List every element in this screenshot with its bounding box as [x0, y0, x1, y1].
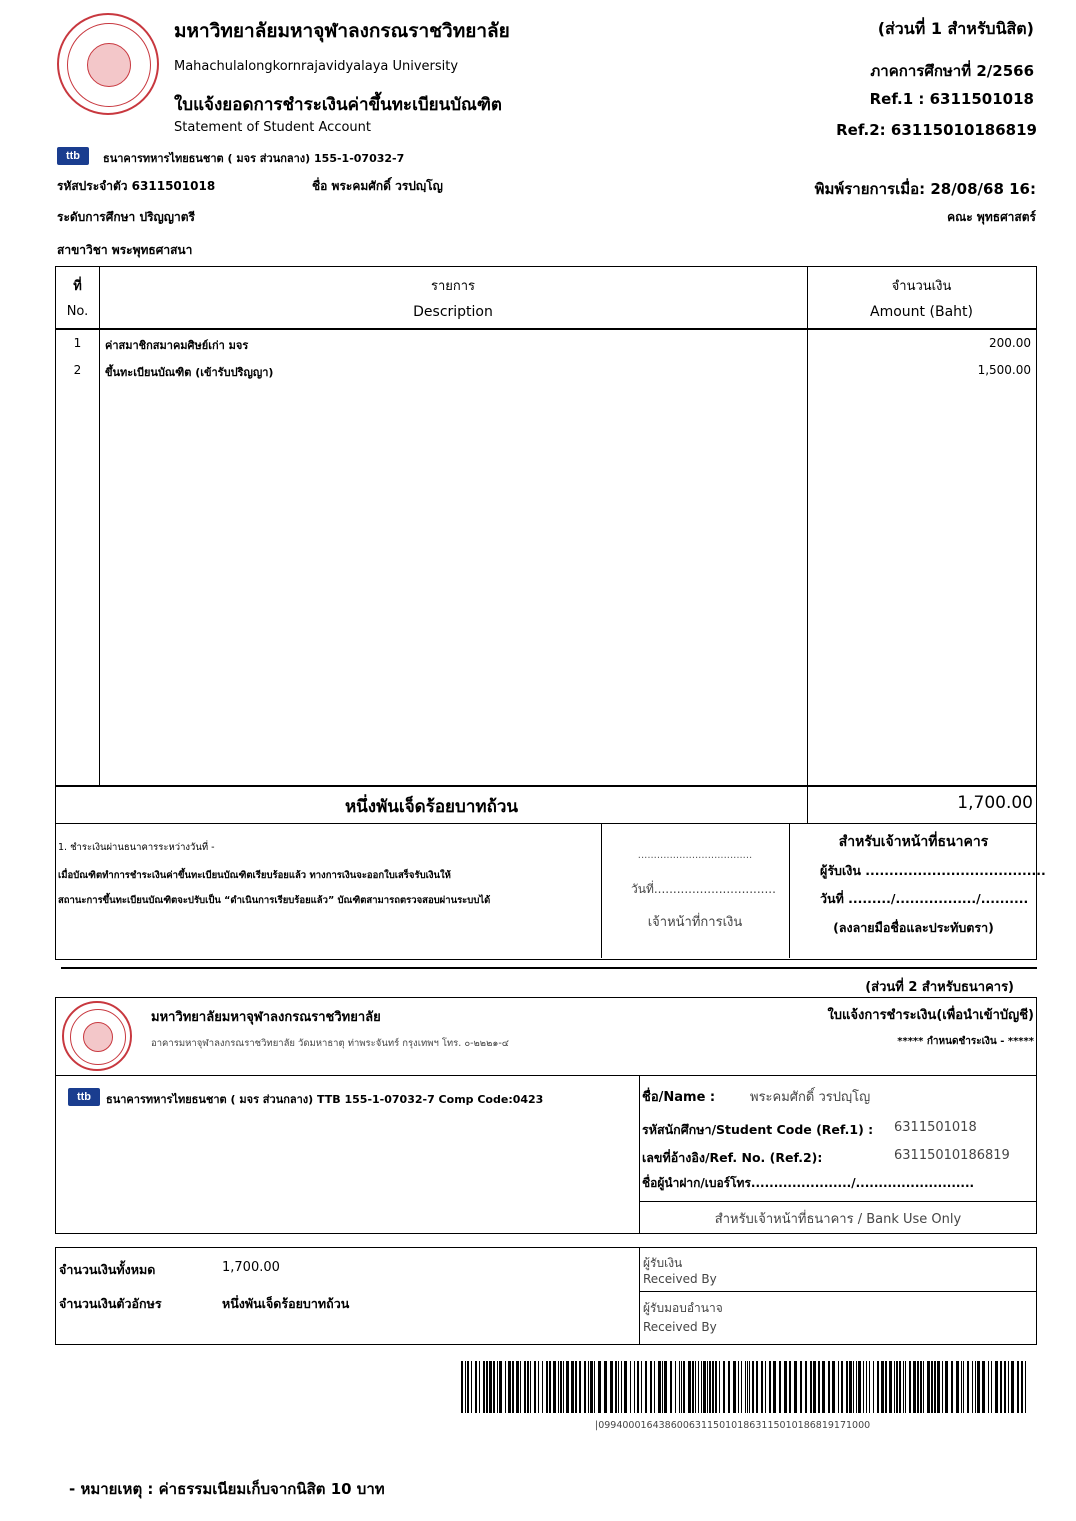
ref-no-label: เลขที่อ้างอิง/Ref. No. (Ref.2): — [642, 1150, 823, 1165]
part2-address: อาคารมหาจุฬาลงกรณราชวิทยาลัย วัดมหาธาตุ ท่าพระจันทร์ กรุงเทพฯ โทร. ๐-๒๒๒๑-๔ — [151, 1038, 509, 1049]
col-no-th: ที่ — [73, 279, 82, 294]
statement-title-th: ใบแจ้งยอดการชำระเงินค่าขึ้นทะเบียนบัณฑิต — [174, 95, 502, 115]
student-name: ชื่อ พระคมศักดิ์ วรปญฺโญ — [312, 179, 443, 193]
part1-label: (ส่วนที่ 1 สำหรับนิสิต) — [877, 19, 1034, 38]
due-date: ***** กำหนดชำระเงิน - ***** — [897, 1036, 1034, 1047]
major: สาขาวิชา พระพุทธศาสนา — [57, 243, 193, 257]
col-no-en: No. — [66, 304, 89, 319]
statement-title-en: Statement of Student Account — [174, 120, 371, 135]
total-amount: 1,700.00 — [957, 793, 1033, 813]
name-label: ชื่อ/Name : — [642, 1090, 716, 1105]
col-amount-en: Amount (Baht) — [870, 304, 973, 320]
row-amount: 1,500.00 — [977, 363, 1031, 377]
faculty: คณะ พุทธศาสตร์ — [947, 210, 1036, 224]
ttb-logo-icon: ttb — [68, 1088, 100, 1106]
words-label: จำนวนเงินตัวอักษร — [59, 1296, 162, 1311]
part2-label: (ส่วนที่ 2 สำหรับธนาคาร) — [865, 980, 1014, 995]
ref1: Ref.1 : 6311501018 — [869, 90, 1034, 108]
row-amount: 200.00 — [989, 336, 1031, 350]
student-id: รหัสประจำตัว 6311501018 — [57, 179, 216, 193]
col-desc-th: รายการ — [430, 279, 476, 294]
student-code-label: รหัสนักศึกษา/Student Code (Ref.1) : — [642, 1122, 874, 1137]
row-desc: ขึ้นทะเบียนบัณฑิต (เข้ารับปริญญา) — [105, 366, 274, 379]
col-amount-th: จำนวนเงิน — [891, 279, 952, 294]
remark: - หมายเหตุ : ค่าธรรมเนียมเก็บจากนิสิต 10 บาท — [69, 1480, 385, 1498]
university-seal-small-icon — [62, 1001, 132, 1071]
university-name-en: Mahachulalongkornrajavidyalaya University — [174, 59, 459, 74]
part2-bank-line: ธนาคารทหารไทยธนชาต ( มจร ส่วนกลาง) TTB 155-1-07032-7 Comp Code:0423 — [106, 1093, 544, 1106]
notes-box — [55, 824, 1046, 960]
education-level: ระดับการศึกษา ปริญญาตรี — [57, 210, 195, 224]
name-value: พระคมศักดิ์ วรปญฺโญ — [750, 1090, 871, 1105]
row-no: 1 — [73, 336, 82, 350]
printed-timestamp: พิมพ์รายการเมื่อ: 28/08/68 16: — [814, 180, 1036, 198]
separator-line — [61, 967, 1037, 969]
received-by-th: ผู้รับเงิน — [643, 1256, 683, 1270]
total-label: จำนวนเงินทั้งหมด — [59, 1262, 156, 1277]
row-desc: ค่าสมาชิกสมาคมศิษย์เก่า มจร — [105, 339, 249, 352]
finance-sign-line: .................................... — [637, 850, 753, 861]
bank-account-line: ธนาคารทหารไทยธนชาต ( มจร ส่วนกลาง) 155-1-07032-7 — [103, 152, 405, 165]
part2-header-box — [55, 997, 1037, 1075]
bank-use-only: สำหรับเจ้าหน้าที่ธนาคาร / Bank Use Only — [714, 1212, 962, 1227]
finance-date: วันที่................................ — [631, 882, 776, 896]
row-no: 2 — [73, 363, 82, 377]
part2-info-box — [55, 1075, 1037, 1234]
ref2: Ref.2: 63115010186819 — [836, 121, 1037, 139]
bank-date-line: วันที่ ........./................./.......... — [820, 891, 1029, 906]
ref-no-value: 63115010186819 — [894, 1148, 1010, 1163]
note-line-2: เมื่อบัณฑิตทำการชำระเงินค่าขึ้นทะเบียนบัณฑิตเรียบร้อยแล้ว ทางการเงินจะออกใบเสร็จรับเงินให้ — [58, 870, 451, 881]
finance-officer-label: เจ้าหน้าที่การเงิน — [647, 915, 743, 930]
items-table — [55, 266, 1037, 824]
authorized-th: ผู้รับมอบอำนาจ — [643, 1301, 723, 1315]
received-by-en: Received By — [643, 1272, 717, 1286]
depositor-line: ชื่อผู้นำฝาก/เบอร์โทร....................../.......................... — [642, 1176, 975, 1190]
barcode-icon — [461, 1361, 1026, 1413]
words-value: หนึ่งพันเจ็ดร้อยบาทถ้วน — [222, 1296, 350, 1311]
stamp-note: (ลงลายมือชื่อและประทับตรา) — [833, 920, 994, 935]
university-name-th: มหาวิทยาลัยมหาจุฬาลงกรณราชวิทยาลัย — [174, 20, 510, 42]
barcode-text: |099400016438600631150101863115010186819171000 — [595, 1420, 871, 1431]
student-code-value: 6311501018 — [894, 1120, 977, 1135]
receiver-line: ผู้รับเงิน ...................................... — [820, 863, 1046, 878]
part2-university-name: มหาวิทยาลัยมหาจุฬาลงกรณราชวิทยาลัย — [151, 1010, 381, 1025]
part2-totals-box — [55, 1247, 1037, 1345]
university-seal-icon — [57, 13, 159, 115]
semester: ภาคการศึกษาที่ 2/2566 — [870, 62, 1034, 80]
total-in-words: หนึ่งพันเจ็ดร้อยบาทถ้วน — [344, 797, 519, 817]
note-line-3: สถานะการขึ้นทะเบียนบัณฑิตจะปรับเป็น “ดำเนินการเรียบร้อยแล้ว” บัณฑิตสามารถตรวจสอบผ่านระบบได้ — [58, 895, 491, 906]
total-value: 1,700.00 — [222, 1260, 280, 1275]
col-desc-en: Description — [413, 304, 493, 320]
authorized-en: Received By — [643, 1320, 717, 1334]
bill-title: ใบแจ้งการชำระเงิน(เพื่อนำเข้าบัญชี) — [827, 1008, 1034, 1023]
note-line-1: 1. ชำระเงินผ่านธนาคารระหว่างวันที่ - — [58, 842, 215, 853]
ttb-logo-icon: ttb — [57, 147, 89, 165]
bank-officer-title: สำหรับเจ้าหน้าที่ธนาคาร — [838, 834, 989, 850]
